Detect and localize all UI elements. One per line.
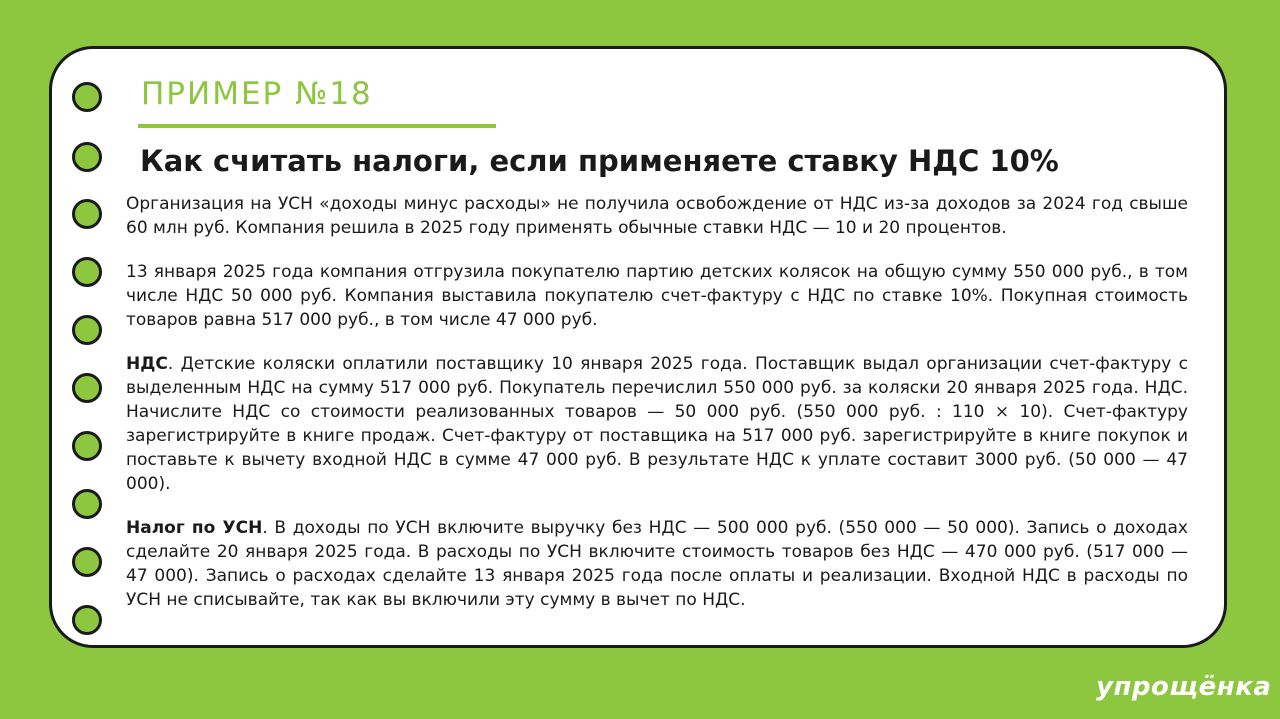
binder-hole <box>72 431 102 461</box>
binder-hole <box>72 547 102 577</box>
brand-logo: упрощёнка <box>1096 672 1272 702</box>
example-label-underline <box>138 124 496 128</box>
paragraph <box>126 352 1188 496</box>
paragraph-text: 13 января 2025 года компания отгрузила покупателю партию детских колясок на общую сумму 550 000 руб., в том числе НДС 50 000 руб. Компания выставила покупателю счет-фактуру с НДС по ставке 10%. Покупная стоимость товаров равна 517 000 руб., в том числе 47 000 руб. <box>126 262 1188 330</box>
paragraph-text: . Детские коляски оплатили поставщику 10 января 2025 года. Поставщик выдал организации счет-фактуру с выделенным НДС на сумму 517 000 руб. Покупатель перечислил 550 000 руб. за коляски 20 января 2025 года. НДС. Начислите НДС со стоимости реализованных товаров — 50 000 руб. (550 000 руб. : 110 × 10). Счет-фактуру зарегистрируйте в книге продаж. Счет-фактуру от поставщика на 517 000 руб. зарегистрируйте в книге покупок и поставьте к вычету входной НДС в сумме 47 000 руб. В результате НДС к уплате составит 3000 руб. (50 000 — 47 000). <box>126 354 1188 494</box>
binder-hole <box>72 82 102 112</box>
binder-hole <box>72 257 102 287</box>
binder-hole <box>72 605 102 635</box>
page-title: Как считать налоги, если применяете ставку НДС 10% <box>140 144 1059 178</box>
paragraph <box>126 516 1188 612</box>
paragraph-lead: НДС <box>126 354 168 374</box>
body-text <box>126 192 1188 632</box>
binder-holes <box>72 82 102 642</box>
binder-hole <box>72 199 102 229</box>
paragraph-text: Организация на УСН «доходы минус расходы» не получила освобождение от НДС из-за доходов за 2024 год свыше 60 млн руб. Компания решила в 2025 году применять обычные ставки НДС — 10 и 20 процентов. <box>126 194 1188 238</box>
binder-hole <box>72 489 102 519</box>
paragraph-text: . В доходы по УСН включите выручку без НДС — 500 000 руб. (550 000 — 50 000). Запись о доходах сделайте 20 января 2025 года. В расходы по УСН включите стоимость товаров без НДС — 470 000 руб. (517 000 — 47 000). Запись о расходах сделайте 13 января 2025 года после оплаты и реализации. Входной НДС в расходы по УСН не списывайте, так как вы включили эту сумму в вычет по НДС. <box>126 518 1188 610</box>
binder-hole <box>72 373 102 403</box>
paragraph-lead: Налог по УСН <box>126 518 263 538</box>
binder-hole <box>72 315 102 345</box>
example-label: ПРИМЕР №18 <box>141 76 373 112</box>
binder-hole <box>72 142 102 172</box>
paragraph <box>126 260 1188 332</box>
paragraph <box>126 192 1188 240</box>
